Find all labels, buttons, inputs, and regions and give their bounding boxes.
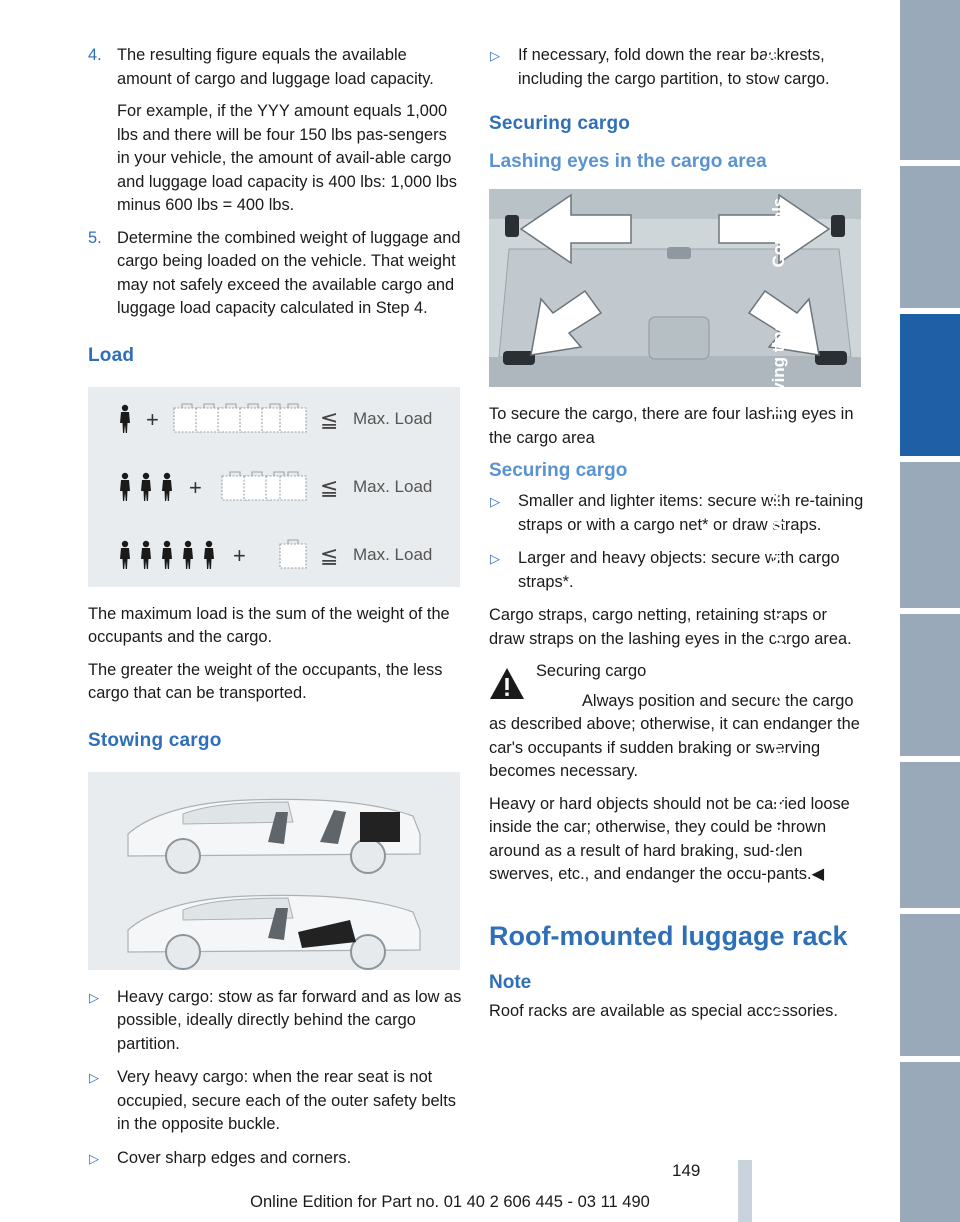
bullet-text: Smaller and lighter items: secure with re-taining straps or with a cargo net* or draw straps.: [518, 492, 864, 534]
load-figure: [88, 387, 460, 587]
straps-paragraph: Cargo straps, cargo netting, retaining straps or draw straps on the lashing eyes in the cargo area.: [489, 606, 852, 648]
tab-controls[interactable]: [769, 166, 960, 308]
triangle-bullet-icon: ▷: [490, 551, 500, 566]
load-heading: Load: [88, 344, 135, 366]
list-item-text: Determine the combined weight of luggage and cargo being loaded on the vehicle. That weight may not safely exceed the available cargo and luggage load capacity calculated in Step 4.: [117, 228, 461, 317]
tab-navigation[interactable]: [767, 462, 960, 608]
list-item-4: [88, 44, 463, 218]
bullet-text: If necessary, fold down the rear backrests, including the cargo partition, to stow cargo.: [518, 46, 830, 88]
lashing-eyes-heading: Lashing eyes in the cargo area: [489, 151, 767, 172]
load-paragraph-2: The greater the weight of the occupants, the less cargo that can be transported.: [88, 660, 443, 702]
plus-sign: +: [146, 406, 159, 432]
car-illustration-top: [128, 799, 420, 873]
tab-mobility[interactable]: [769, 914, 960, 1056]
tab-entertainment[interactable]: [769, 601, 960, 756]
warning-triangle-icon: [489, 666, 525, 702]
warning-title: Securing cargo: [536, 662, 647, 680]
less-equal-sign: ≦: [320, 406, 339, 432]
tab-label: At a glance: [760, 24, 779, 115]
max-load-label: Max. Load: [353, 544, 433, 564]
car-side-illustration: [88, 772, 460, 970]
tab-label: Driving tips: [769, 321, 788, 416]
roof-rack-heading: Roof-mounted luggage rack: [489, 920, 848, 951]
triangle-bullet-icon: ▷: [89, 989, 99, 1005]
tab-label: Reference: [760, 1094, 779, 1177]
bullet-text: Heavy cargo: stow as far forward and as low as possible, ideally directly behind the cargo partition.: [117, 987, 462, 1053]
plus-sign: +: [189, 474, 202, 500]
triangle-bullet-icon: ▷: [89, 1150, 99, 1166]
tab-at-a-glance[interactable]: [760, 0, 960, 160]
tab-label: Mobility: [769, 951, 788, 1016]
list-item-5: [88, 227, 463, 321]
bullet-very-heavy-cargo: [88, 1066, 463, 1137]
less-equal-sign: ≦: [320, 474, 339, 500]
list-number: 5.: [88, 228, 102, 247]
triangle-bullet-icon: ▷: [490, 48, 500, 63]
heavy-objects-paragraph: Heavy or hard objects should not be carried loose inside the car; otherwise, they could be thrown around as a result of hard braking, sud-den swerves, etc., and endanger the occu-pants.◀: [489, 794, 850, 883]
chapter-tabs: [760, 0, 960, 1222]
bullet-text: Cover sharp edges and corners.: [117, 1148, 352, 1167]
tab-label: Controls: [769, 197, 788, 268]
stowing-heading: Stowing cargo: [88, 729, 222, 751]
warning-text: Always position and secure the cargo as described above; otherwise, it can endanger the car's occupants if sudden braking or swerving becomes necessary.: [489, 691, 860, 780]
tab-driving-tips[interactable]: [769, 314, 960, 456]
bullet-text: Very heavy cargo: when the rear seat is not occupied, secure each of the outer safety belts in the opposite buckle.: [117, 1068, 456, 1133]
load-paragraph-1: The maximum load is the sum of the weight of the occupants and the cargo.: [88, 604, 450, 646]
securing-cargo-subheading: Securing cargo: [489, 460, 628, 481]
tab-communication[interactable]: [767, 738, 960, 908]
max-load-label: Max. Load: [353, 476, 433, 496]
bullet-sharp-edges: [88, 1147, 463, 1171]
tab-label: Navigation: [767, 479, 786, 567]
example-paragraph: For example, if the YYY amount equals 1,000 lbs and there will be four 150 lbs pas-sengers in your vehicle, the amount of avail-able cargo and luggage load capacity is 400 lbs: 1,000 lbs minus 600 lbs = 400 lbs.: [117, 102, 457, 214]
tab-reference[interactable]: [760, 1062, 960, 1222]
page-number-bar: [738, 1160, 752, 1222]
bullet-heavy-cargo: [88, 986, 463, 1057]
tab-label: Entertainment: [769, 601, 788, 716]
left-column: [88, 44, 463, 1180]
lashing-caption: To secure the cargo, there are four lashing eyes in the cargo area: [489, 405, 854, 447]
note-heading: Note: [489, 971, 532, 993]
triangle-bullet-icon: ▷: [490, 494, 500, 509]
stowing-figure: [88, 772, 460, 970]
car-illustration-bottom: [128, 895, 420, 969]
securing-cargo-heading: Securing cargo: [489, 113, 631, 134]
triangle-bullet-icon: ▷: [89, 1070, 99, 1085]
page-number: 149: [672, 1161, 701, 1180]
list-item-text: The resulting figure equals the available amount of cargo and luggage load capacity.: [117, 46, 434, 88]
tab-label: Communication: [767, 738, 786, 867]
list-number: 4.: [88, 46, 102, 64]
footer-text: Online Edition for Part no. 01 40 2 606 445 - 03 11 490: [250, 1193, 650, 1211]
note-paragraph: Roof racks are available as special accessories.: [489, 1001, 838, 1020]
plus-sign: +: [233, 542, 246, 568]
less-equal-sign: ≦: [320, 542, 339, 568]
bullet-text: Larger and heavy objects: secure with cargo straps*.: [518, 549, 840, 591]
max-load-label: Max. Load: [353, 408, 433, 428]
